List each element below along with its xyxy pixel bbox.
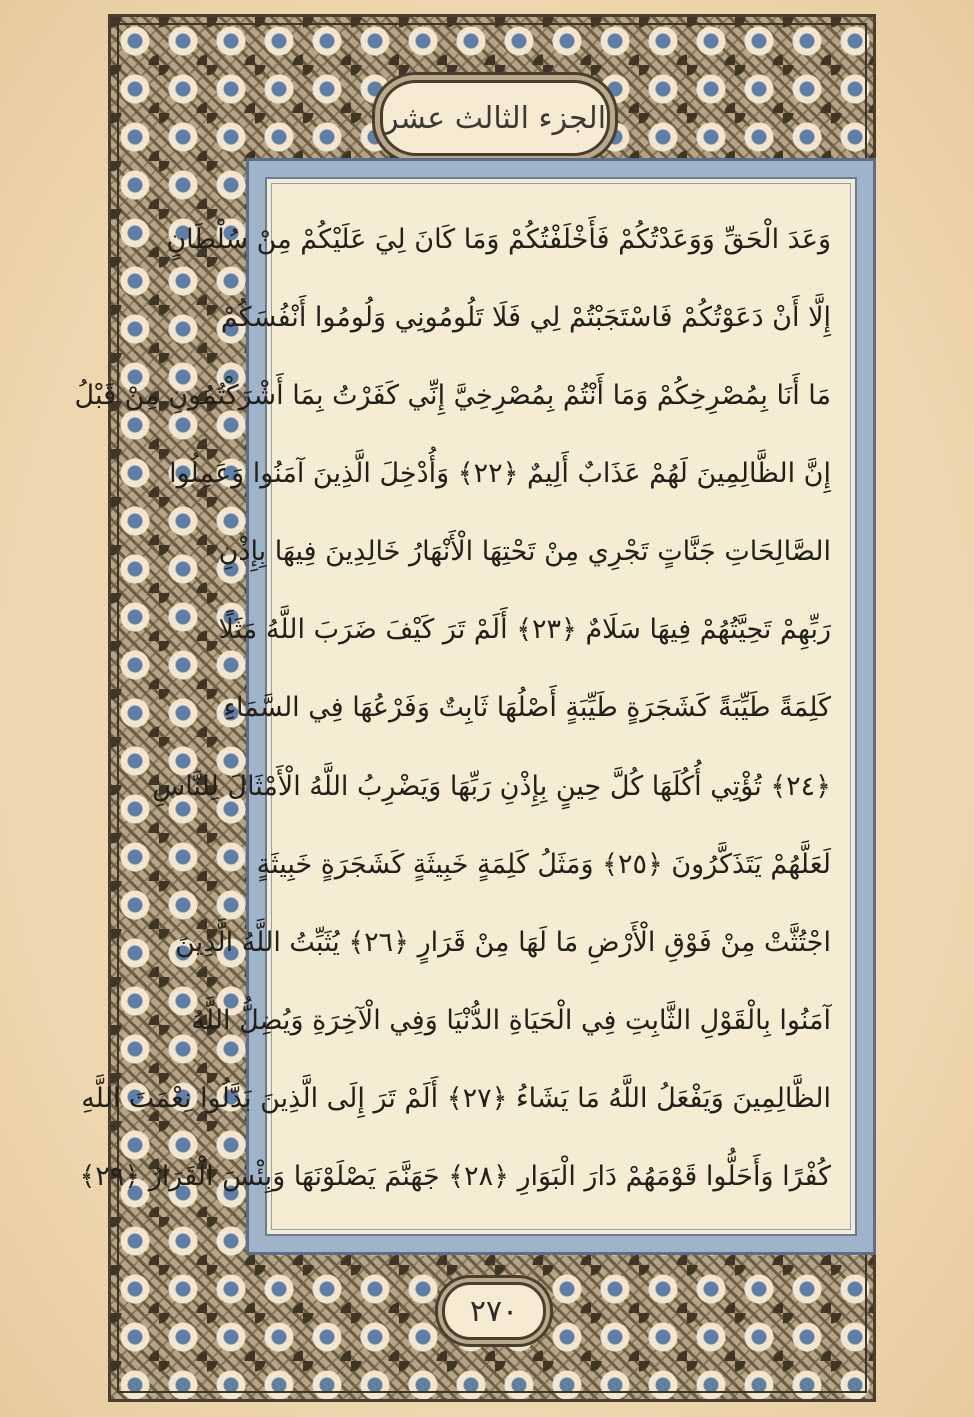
- verse-line: الصَّالِحَاتِ جَنَّاتٍ تَجْرِي مِنْ تَحْتِهَا الْأَنْهَارُ خَالِدِينَ فِيهَا بِإِذْنِ: [218, 536, 831, 568]
- verse-line: آمَنُوا بِالْقَوْلِ الثَّابِتِ فِي الْحَيَاةِ الدُّنْيَا وَفِي الْآخِرَةِ وَيُضِلُّ اللَّهُ: [191, 1004, 831, 1036]
- verse-line: كُفْرًا وَأَحَلُّوا قَوْمَهُمْ دَارَ الْبَوَارِ ﴿٢٨﴾ جَهَنَّمَ يَصْلَوْنَهَا وَبِئْسَ الْقَرَارُ ﴿٢٩﴾: [79, 1160, 831, 1192]
- verse-line: كَلِمَةً طَيِّبَةً كَشَجَرَةٍ طَيِّبَةٍ أَصْلُهَا ثَابِتٌ وَفَرْعُهَا فِي السَّمَاءِ: [223, 692, 831, 724]
- verse-line: الظَّالِمِينَ وَيَفْعَلُ اللَّهُ مَا يَشَاءُ ﴿٢٧﴾ أَلَمْ تَرَ إِلَى الَّذِينَ بَدَّلُوا نِعْمَتَ اللَّهِ: [81, 1082, 831, 1114]
- text-panel-inner: [74, 177, 857, 1236]
- juz-title: الجزء الثالث عشر: [383, 100, 607, 136]
- verse-line: إِلَّا أَنْ دَعَوْتُكُمْ فَاسْتَجَبْتُمْ لِي فَلَا تَلُومُونِي وَلُومُوا أَنْفُسَكُمْ: [220, 302, 831, 334]
- page-number: ٢٧٠: [469, 1293, 519, 1329]
- verse-line: إِنَّ الظَّالِمِينَ لَهُمْ عَذَابٌ أَلِيمٌ ﴿٢٢﴾ وَأُدْخِلَ الَّذِينَ آمَنُوا وَعَمِلُوا: [169, 458, 831, 490]
- verse-lines: [74, 203, 831, 1214]
- page-number-cartouche: [442, 1282, 546, 1340]
- verse-line: ﴿٢٤﴾ تُؤْتِي أُكُلَهَا كُلَّ حِينٍ بِإِذْنِ رَبِّهَا وَيَضْرِبُ اللَّهُ الْأَمْثَالَ لِلنَّاسِ: [152, 770, 831, 802]
- juz-title-cartouche: [380, 80, 610, 156]
- verse-line: رَبِّهِمْ تَحِيَّتُهُمْ فِيهَا سَلَامٌ ﴿٢٣﴾ أَلَمْ تَرَ كَيْفَ ضَرَبَ اللَّهُ مَثَلًا: [218, 614, 831, 646]
- text-panel: [74, 158, 876, 1255]
- verse-line: اجْتُثَّتْ مِنْ فَوْقِ الْأَرْضِ مَا لَهَا مِنْ قَرَارٍ ﴿٢٦﴾ يُثَبِّتُ اللَّهُ الَّذِينَ: [175, 926, 831, 958]
- verse-line: لَعَلَّهُمْ يَتَذَكَّرُونَ ﴿٢٥﴾ وَمَثَلُ كَلِمَةٍ خَبِيثَةٍ كَشَجَرَةٍ خَبِيثَةٍ: [256, 848, 831, 880]
- verse-line: وَعَدَ الْحَقِّ وَوَعَدْتُكُمْ فَأَخْلَفْتُكُمْ وَمَا كَانَ لِيَ عَلَيْكُمْ مِنْ سُلْطَانٍ: [166, 224, 831, 255]
- verse-line: مَا أَنَا بِمُصْرِخِكُمْ وَمَا أَنْتُمْ بِمُصْرِخِيَّ إِنِّي كَفَرْتُ بِمَا أَشْرَكْتُمُونِ مِنْ قَبْلُ: [74, 380, 831, 412]
